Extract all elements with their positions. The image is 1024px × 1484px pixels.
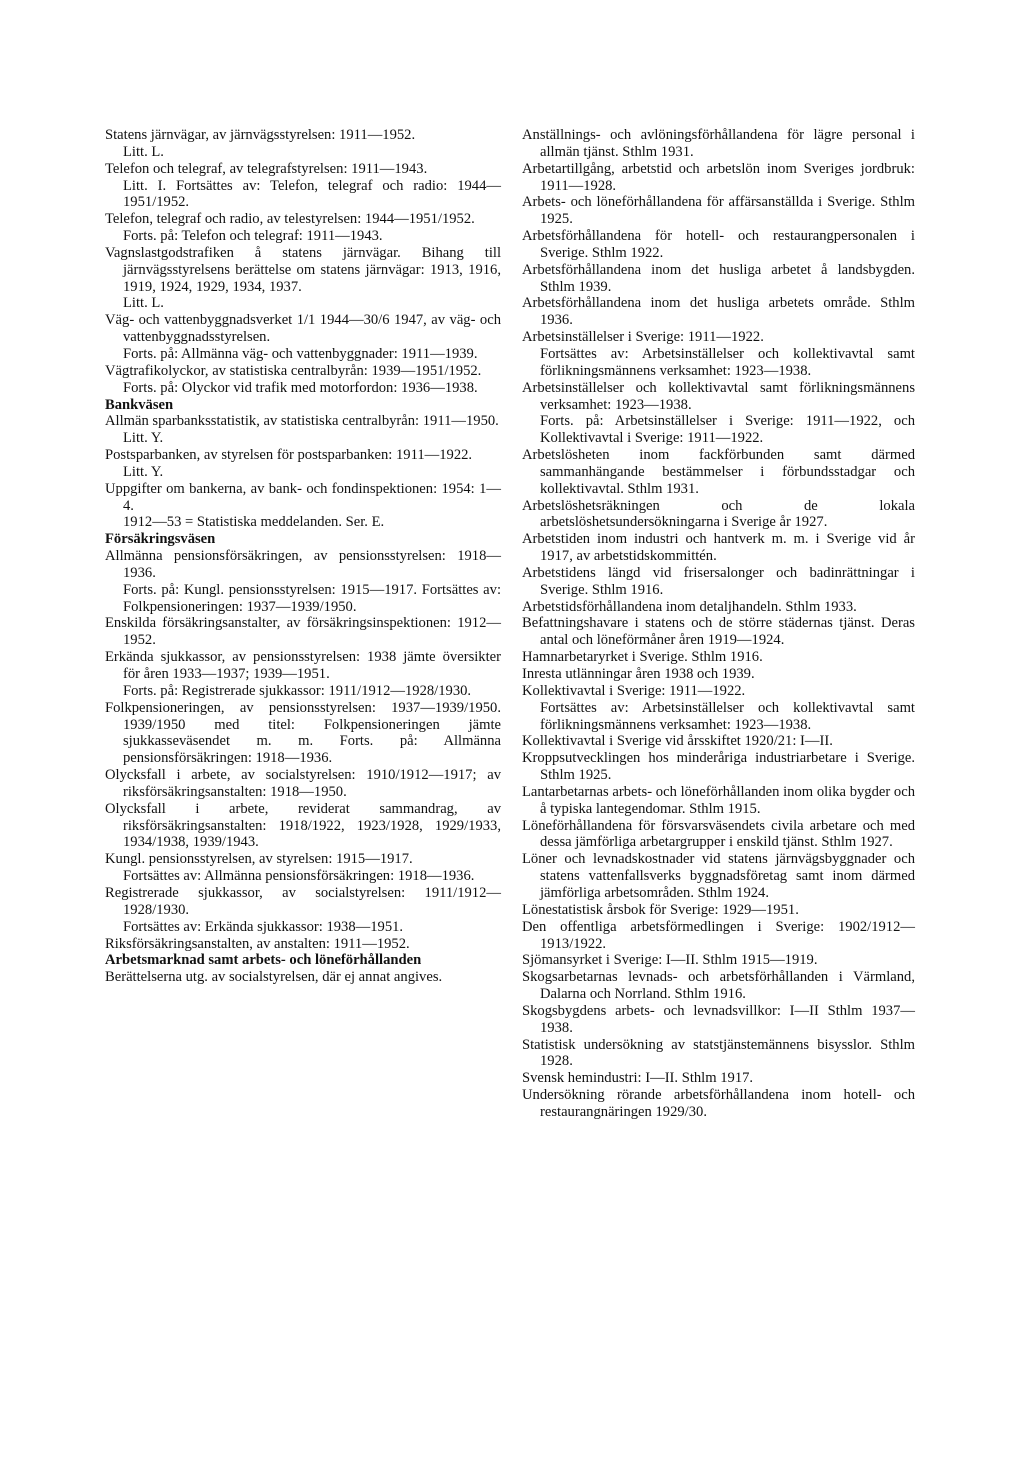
section-heading: Bankväsen [105,396,174,413]
bibliography-entry: Skogsarbetarnas levnads- och arbetsförhållanden i Värmland, Dalarna och Norrland. Sthlm 1916. [522,969,915,1003]
bibliography-entry: Uppgifter om bankerna, av bank- och fondinspektionen: 1954: 1—4. [105,480,501,514]
bibliography-entry: Skogsbygdens arbets- och levnadsvillkor: I—II Sthlm 1937—1938. [522,1002,915,1036]
bibliography-entry: Olycksfall i arbete, reviderat sammandrag, av riksförsäkringsanstalten: 1918/1922, 1923/1928, 1929/1933, 1934/1938, 1939/1943. [105,800,501,851]
bibliography-entry: Telefon och telegraf, av telegrafstyrelsen: 1911—1943. [105,160,428,177]
bibliography-entry: Postsparbanken, av styrelsen för postsparbanken: 1911—1922. [105,447,473,464]
bibliography-entry: Registrerade sjukkassor, av socialstyrelsen: 1911/1912—1928/1930. [105,884,501,918]
bibliography-entry: Arbetartillgång, arbetstid och arbetslön inom Sveriges jordbruk: 1911—1928. [522,160,915,194]
bibliography-entry: Folkpensioneringen, av pensionsstyrelsen: 1937—1939/1950. 1939/1950 med titel: Folkpensioneringen jämte sjukkasseväsendet m. m. Forts. på: Allmänna pensionsförsäkringen: 1918—1936. [105,699,501,767]
entry-continuation: Litt. L. [123,295,164,312]
bibliography-entry: Svensk hemindustri: I—II. Sthlm 1917. [522,1070,754,1087]
bibliography-entry: Lönestatistisk årsbok för Sverige: 1929—1951. [522,901,799,918]
bibliography-entry: Undersökning rörande arbetsförhållandena inom hotell- och restaurangnäringen 1929/30. [522,1087,915,1120]
bibliography-entry: Kollektivavtal i Sverige vid årsskiftet 1920/21: I—II. [522,733,833,750]
bibliography-entry: Enskilda försäkringsanstalter, av försäkringsinspektionen: 1912—1952. [105,615,501,649]
entry-continuation: Litt. I. Fortsättes av: Telefon, telegraf och radio: 1944—1951/1952. [123,177,501,211]
bibliography-entry: Telefon, telegraf och radio, av telestyrelsen: 1944—1951/1952. [105,211,475,228]
entry-continuation: Forts. på: Telefon och telegraf: 1911—1943. [123,228,383,245]
bibliography-entry: Arbetsinställelser i Sverige: 1911—1922. [522,329,764,346]
entry-continuation: Forts. på: Arbetsinställelser i Sverige: 1911—1922, och Kollektivavtal i Sverige: 1911—1922. [540,413,915,447]
entry-continuation: Fortsättes av: Erkända sjukkassor: 1938—1951. [123,918,404,935]
bibliography-entry: Kroppsutvecklingen hos minderåriga industriarbetare i Sverige. Sthlm 1925. [522,750,915,784]
bibliography-entry: Arbetslöshetsräkningen och de lokala arbetslöshetsundersökningarna i Sverige år 1927. [522,497,915,531]
bibliography-entry: Vägtrafikolyckor, av statistiska centralbyrån: 1939—1951/1952. [105,362,482,379]
bibliography-entry: Berättelserna utg. av socialstyrelsen, där ej annat angives. [105,969,443,986]
bibliography-entry: Arbetsförhållandena för hotell- och restaurangpersonalen i Sverige. Sthlm 1922. [522,228,915,261]
bibliography-entry: Den offentliga arbetsförmedlingen i Sverige: 1902/1912—1913/1922. [522,918,915,952]
entry-continuation: Litt. L. [123,143,164,160]
bibliography-entry: Inresta utlänningar åren 1938 och 1939. [522,666,755,682]
bibliography-entry: Arbetsförhållandena inom det husliga arbetets område. Sthlm 1936. [522,295,915,329]
entry-continuation: Fortsättes av: Allmänna pensionsförsäkringen: 1918—1936. [123,868,475,885]
bibliography-entry: Arbetstidsförhållandena inom detaljhandeln. Sthlm 1933. [522,598,857,615]
section-heading: Arbetsmarknad samt arbets- och löneförhållanden [105,952,422,969]
bibliography-entry: Löneförhållandena för försvarsväsendets civila arbetare och med dessa jämförliga arbetargrupper i enskild tjänst. Sthlm 1927. [522,817,915,851]
left-column [105,127,501,986]
bibliography-entry: Statistisk undersökning av statstjänstemännens bisysslor. Sthlm 1928. [522,1036,915,1070]
entry-continuation: Litt. Y. [123,463,164,480]
right-column [522,127,915,1121]
entry-continuation: Litt. Y. [123,430,164,447]
bibliography-entry: Lantarbetarnas arbets- och löneförhållanden inom olika bygder och å typiska lantegendomar. Sthlm 1915. [522,783,915,817]
bibliography-entry: Kungl. pensionsstyrelsen, av styrelsen: 1915—1917. [105,851,413,868]
entry-continuation: Fortsättes av: Arbetsinställelser och kollektivavtal samt förlikningsmännens verksamhet: 1923—1938. [540,345,915,379]
bibliography-entry: Arbetsförhållandena inom det husliga arbetet å landsbygden. Sthlm 1939. [522,261,915,295]
entry-continuation: Forts. på: Allmänna väg- och vattenbyggnader: 1911—1939. [123,345,478,362]
bibliography-entry: Anställnings- och avlöningsförhållandena för lägre personal i allmän tjänst. Sthlm 1931. [522,127,915,160]
bibliography-entry: Arbetstidens längd vid frisersalonger och badinrättningar i Sverige. Sthlm 1916. [522,564,915,598]
section-heading: Försäkringsväsen [105,531,216,548]
bibliography-entry: Arbets- och löneförhållandena för affärsanställda i Sverige. Sthlm 1925. [522,194,915,228]
bibliography-entry: Erkända sjukkassor, av pensionsstyrelsen: 1938 jämte översikter för åren 1933—1937; 1939—1951. [105,649,501,682]
bibliography-entry: Riksförsäkringsanstalten, av anstalten: 1911—1952. [105,935,410,952]
bibliography-entry: Hamnarbetaryrket i Sverige. Sthlm 1916. [522,649,763,666]
bibliography-entry: Arbetstiden inom industri och hantverk m. m. i Sverige vid år 1917, av arbetstidskommittén. [522,531,915,565]
bibliography-entry: Sjömansyrket i Sverige: I—II. Sthlm 1915—1919. [522,952,818,969]
entry-continuation: Forts. på: Kungl. pensionsstyrelsen: 1915—1917. Fortsättes av: Folkpensioneringen: 1937—1939/1950. [123,581,501,615]
entry-continuation: 1912—53 = Statistiska meddelanden. Ser. E. [123,514,385,531]
bibliography-entry: Befattningshavare i statens och de större städernas tjänst. Deras antal och löneförmåner åren 1919—1924. [522,615,915,649]
bibliography-entry: Arbetslösheten inom fackförbunden samt därmed sammanhängande bestämmelser i förbundsstadgar och kollektivavtal. Sthlm 1931. [522,447,915,497]
bibliography-entry: Arbetsinställelser och kollektivavtal samt förlikningsmännens verksamhet: 1923—1938. [522,379,915,413]
bibliography-entry: Vagnslastgodstrafiken å statens järnvägar. Bihang till järnvägsstyrelsens berättelse om statens järnvägar: 1913, 1916, 1919, 1924, 1929, 1934, 1937. [105,244,501,295]
entry-continuation: Fortsättes av: Arbetsinställelser och kollektivavtal samt förlikningsmännens verksamhet: 1923—1938. [540,699,915,733]
bibliography-entry: Väg- och vattenbyggnadsverket 1/1 1944—30/6 1947, av väg- och vattenbyggnadsstyrelsen. [105,312,501,346]
entry-continuation: Forts. på: Olyckor vid trafik med motorfordon: 1936—1938. [123,379,478,396]
bibliography-entry: Löner och levnadskostnader vid statens järnvägsbyggnader och statens vattenfallsverks byggnadsföretag samt inom därmed jämförliga arbetsområden. Sthlm 1924. [522,851,915,901]
bibliography-entry: Olycksfall i arbete, av socialstyrelsen: 1910/1912—1917; av riksförsäkringsanstalten: 1918—1950. [105,767,501,800]
bibliography-entry: Kollektivavtal i Sverige: 1911—1922. [522,682,746,699]
bibliography-entry: Statens järnvägar, av järnvägsstyrelsen: 1911—1952. [105,127,416,143]
bibliography-entry: Allmänna pensionsförsäkringen, av pensionsstyrelsen: 1918—1936. [105,548,501,581]
bibliography-entry: Allmän sparbanksstatistik, av statistiska centralbyrån: 1911—1950. [105,413,499,430]
entry-continuation: Forts. på: Registrerade sjukkassor: 1911/1912—1928/1930. [123,682,472,699]
